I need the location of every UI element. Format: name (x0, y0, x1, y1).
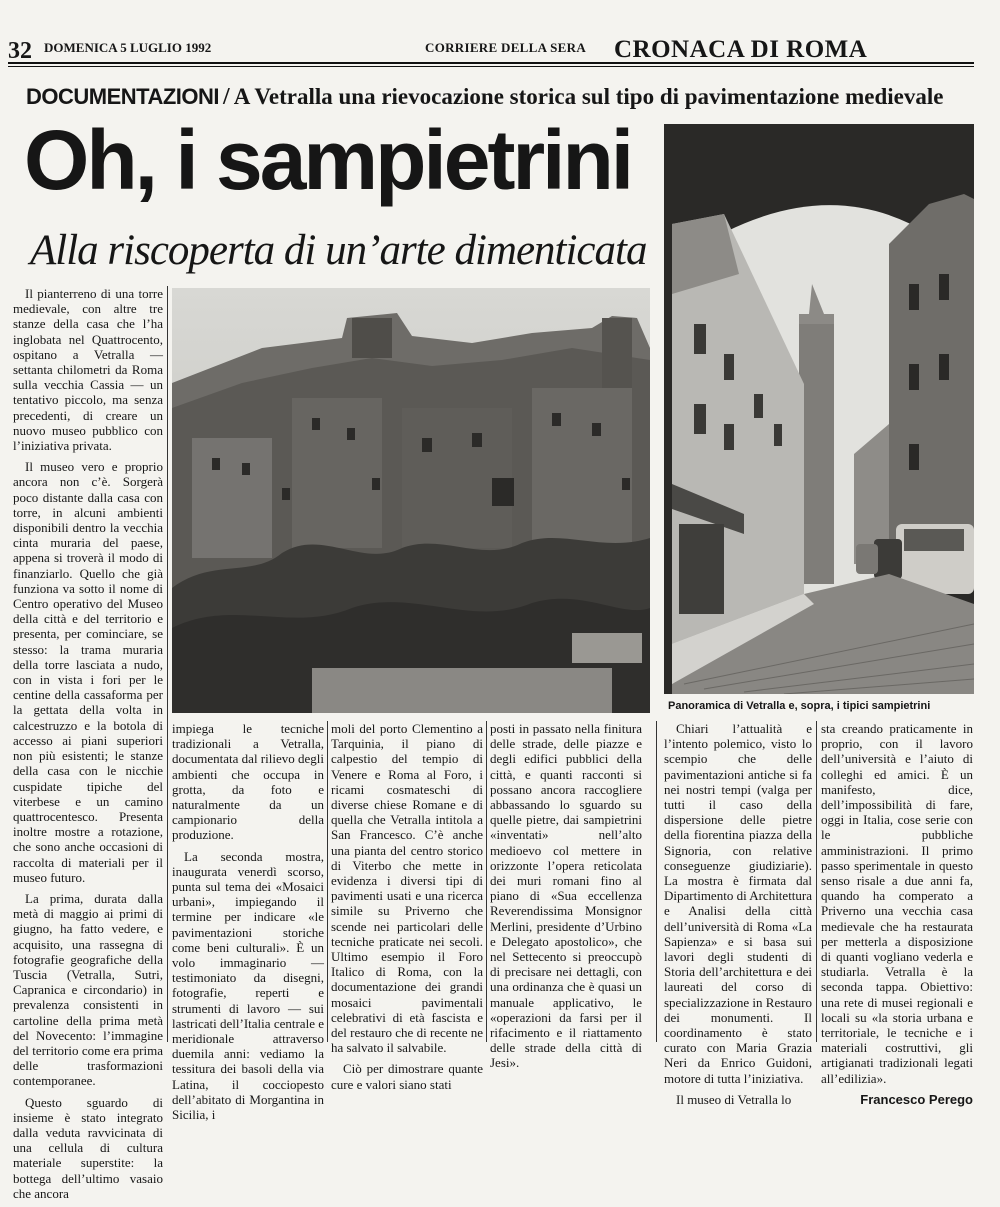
masthead-rule (8, 62, 974, 64)
paragraph: Il museo di Vetralla lo (676, 1091, 792, 1107)
street-image (664, 124, 974, 694)
newspaper-name: CORRIERE DELLA SERA (425, 40, 587, 55)
panorama-image (172, 288, 650, 713)
paragraph: La seconda mostra, inaugurata venerdì scorso, punta sul tema dei «Mosaici urbani», impiegando il termine per indicare «le pavimentazioni storiche come beni culturali». È un volo immaginario — testimoniato da disegni, fotografie, reperti e strumenti di lavoro — sui lastricati dell’Italia centrale e meridionale attraverso duemila anni: vediamo la tessitura dei basoli della via Latina, il cocciopesto dell’abitato di Morgantina in Sicilia, i (172, 848, 324, 1123)
column-rule (816, 721, 817, 1042)
paragraph: Il museo vero e proprio ancora non c’è. Sorgerà poco distante dalla casa con torre, in alcuni ambienti disponibili dentro la vecchia cinta muraria del paese, appena si troverà il modo di finanziarlo. Quello che già funziona va sotto il nome di Centro operativo del Museo della città e del territorio e presenta, per cominciare, se stesso: la trama muraria della torre lasciata a nudo, con in vista i fori per le centine della cassaforma per la gettata della volta in calcestruzzo e la botola di accesso ai piani superiori non più esistenti; le stanze della casa con le nicchie cuspidate tipiche del viterbese e un camino quattrocentesco. Presenta inoltre mostre a rotazione, che sono anche occasioni di raccolta di materiali per il museo futuro. (13, 459, 163, 885)
article-column-2 (172, 721, 324, 1128)
paragraph: posti in passato nella finitura delle strade, delle piazze e degli edifici pubblici della città, e quanti racconti si possano ancora raccogliere abbassando lo sguardo su quelle pietre, dai sampietrini «inventati» nell’alto medioevo col mettere in orizzonte l’opera reticolata dei muri romani fino al piano di «Sua eccellenza Reverendissima Monsignor Merlini, presidente d’Urbino e Delegato apostolico», che nel Settecento si preoccupò di precisare nei dettagli, con una ordinanza che è quasi un manuale applicativo, le «operazioni da farsi per il rifacimento e il riattamento delle strade della città di Jesi». (490, 721, 642, 1071)
article-column-6 (821, 721, 973, 1107)
kicker-category: DOCUMENTAZIONI (26, 84, 220, 109)
article-column-3 (331, 721, 483, 1098)
column-rule (327, 721, 328, 1042)
issue-date: DOMENICA 5 LUGLIO 1992 (44, 40, 212, 55)
column-rule (167, 286, 168, 1042)
photo-caption: Panoramica di Vetralla e, sopra, i tipici sampietrini (668, 700, 931, 712)
paragraph: moli del porto Clementino a Tarquinia, il piano di calpestio del tempio di Venere e Roma al Foro, i ricami cosmateschi di diverse chiese Romane e di quella che Vetralla intitola a San Francesco. C’è anche una pianta del centro storico di Viterbo che mette in evidenza i diversi tipi di pavimenti usati e una ricerca simile su Priverno che scende nei particolari delle tecniche praticate nei secoli. Ultimo esempio il Foro Italico di Roma, con la documentazione dei grandi mosaici pavimentali celebrativi di età fascista e del restauro che di recente ne ha salvato il salvabile. (331, 721, 483, 1056)
masthead-rule-thin (8, 66, 974, 67)
section-title: CRONACA DI ROMA (614, 36, 868, 63)
subheadline: Alla riscoperta di un’arte dimenticata (30, 227, 647, 274)
column-rule (486, 721, 487, 1042)
paragraph: Il pianterreno di una torre medievale, con altre tre stanze della casa che l’ha inglobata nel Quattrocento, ospitano a Vetralla — settanta chilometri da Roma sulla vecchia Cassia — un tentativo piccolo, ma senza precedenti, di creare un nuovo museo pubblico con l’iniziativa privata. (13, 286, 163, 454)
kicker-text: A Vetralla una rievocazione storica sul tipo di pavimentazione medievale (233, 84, 944, 109)
photo-panorama (172, 288, 650, 713)
article-column-1 (13, 286, 163, 1207)
paragraph: impiega le tecniche tradizionali a Vetralla, documentata dal rilievo degli ambienti che occupa in grotta, da foto e naturalmente da un campionario della produzione. (172, 721, 324, 843)
paragraph: Chiari l’attualità e l’intento polemico, visto lo scempio che delle pavimentazioni antiche si fa nei nostri tempi (valga per tutti il caso della dispersione delle pietre della fiorentina piazza della Signoria, con relative conseguenze giudiziarie). La mostra è firmata dal Dipartimento di Architettura e Analisi della città dell’università di Roma «La Sapienza» e si basa sui lavori degli studenti di Storia dell’architettura e dei laureati del corso di specializzazione in Restauro dei monumenti. Il coordinamento è stato curato con Maria Grazia Neri da Enrico Guidoni, motore di tutta l’iniziativa. (664, 721, 813, 1086)
paragraph: Ciò per dimostrare quante cure e valori siano stati (331, 1061, 483, 1092)
page-number: 32 (8, 38, 32, 64)
photo-street (664, 124, 974, 694)
column-rule (656, 721, 657, 1042)
paragraph: sta creando praticamente in proprio, con il lavoro dell’università e l’aiuto di colleghi ed amici. È un manifesto, dice, dell’impossibilità di fare, oggi in Italia, cose serie con le pubbliche amministrazioni. Il primo passo sperimentale in questo senso risale a due anni fa, quando ha comperato a Priverno una vecchia casa medievale che ha restaurata per metterla a disposizione di quanti vogliano vederla e studiarla. Vetralla è la seconda tappa. Obiettivo: una rete di musei regionali e locali su «la storia urbana e territoriale, le tecniche e i materiali costruttivi, gli artigianati tradizionali legati all’edilizia». (821, 721, 973, 1086)
article-column-5 (664, 721, 812, 1113)
headline: Oh, i sampietrini (24, 113, 632, 207)
kicker (26, 84, 943, 111)
byline: Francesco Perego (860, 1091, 973, 1107)
kicker-slash: / (223, 84, 230, 110)
paragraph: Questo sguardo di insieme è stato integrato dalla veduta ravvicinata di una cellula di cultura materiale superstite: la bottega dell’ultimo vasaio che ancora (13, 1094, 163, 1201)
article-column-4 (490, 721, 642, 1077)
paragraph: La prima, durata dalla metà di maggio ai primi di giugno, ha fatto vedere, e acquisito, una rassegna di fotografie geografiche della Tuscia (Vetralla, Sutri, Capranica e circondario) in prevalenza consistenti in cartoline della prima metà del Novecento: l’immagine del territorio come era prima delle trasformazioni contemporanee. (13, 890, 163, 1089)
